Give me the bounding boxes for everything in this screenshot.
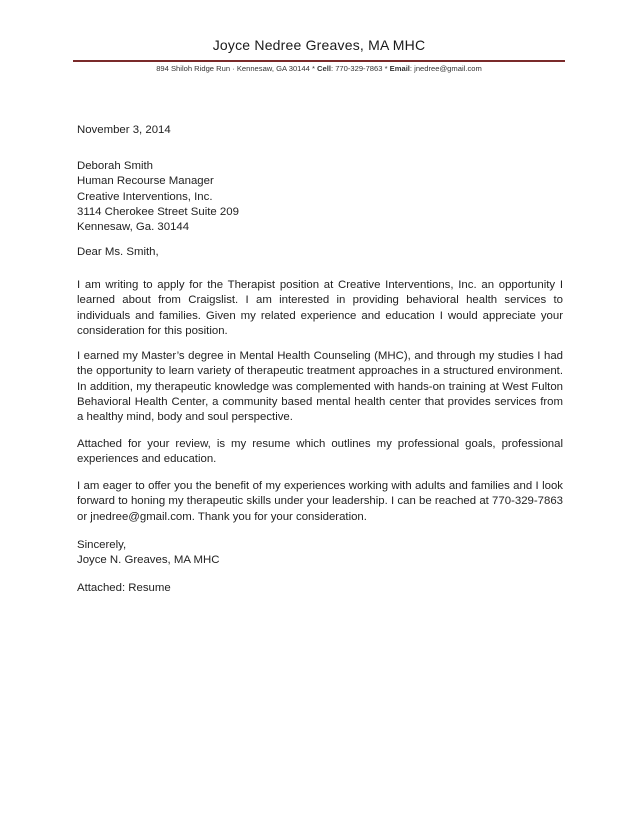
cell-number: : 770-329-7863 *	[330, 64, 390, 73]
recipient-name: Deborah Smith	[77, 160, 153, 172]
recipient-block	[77, 159, 563, 235]
signature: Joyce N. Greaves, MA MHC	[77, 554, 220, 567]
sender-name: Joyce Nedree Greaves, MA MHC	[212, 37, 426, 53]
email-address: : jnedree@gmail.com	[409, 64, 482, 73]
header-divider	[73, 60, 565, 62]
cell-label: Cell	[317, 64, 331, 73]
closing: Sincerely,	[77, 539, 127, 551]
recipient-title: Human Recourse Manager	[77, 175, 214, 188]
paragraph-closing: I am eager to offer you the benefit of my experiences working with adults and families and I look forward to honing my therapeutic skills under your leadership. I can be reached at 770-329-7863 or jnedree@gmail.com. Thank you for your consideration.	[77, 480, 563, 523]
attachment-note: Attached: Resume	[77, 582, 171, 594]
paragraph-education: I earned my Master’s degree in Mental Health Counseling (MHC), and through my studies I had the opportunity to learn variety of therapeutic treatment approaches in a structured environment. In addition, my therapeutic knowledge was complemented with hands-on training at West Fulton Behavioral Health Center, a community based mental health center that provides services from a healthy mind, body and soul perspective.	[77, 350, 563, 424]
email-label: Email	[389, 64, 410, 73]
recipient-city: Kennesaw, Ga. 30144	[77, 221, 190, 234]
recipient-street: 3114 Cherokee Street Suite 209	[77, 205, 239, 218]
recipient-company: Creative Interventions, Inc.	[77, 190, 213, 203]
letter-date: November 3, 2014	[77, 124, 171, 136]
sender-address: 894 Shiloh Ridge Run · Kennesaw, GA 30144 *	[156, 64, 318, 73]
salutation: Dear Ms. Smith,	[77, 246, 159, 258]
paragraph-intro: I am writing to apply for the Therapist position at Creative Interventions, Inc. an opportunity I learned about from Craigslist. I am interested in providing behavioral health services to individuals and families. Given my related experience and education I would appreciate your consideration for this position.	[77, 279, 563, 337]
closing-block	[77, 538, 563, 569]
paragraph-resume: Attached for your review, is my resume which outlines my professional goals, professional experiences and education.	[77, 438, 563, 466]
sender-contact	[0, 64, 638, 73]
